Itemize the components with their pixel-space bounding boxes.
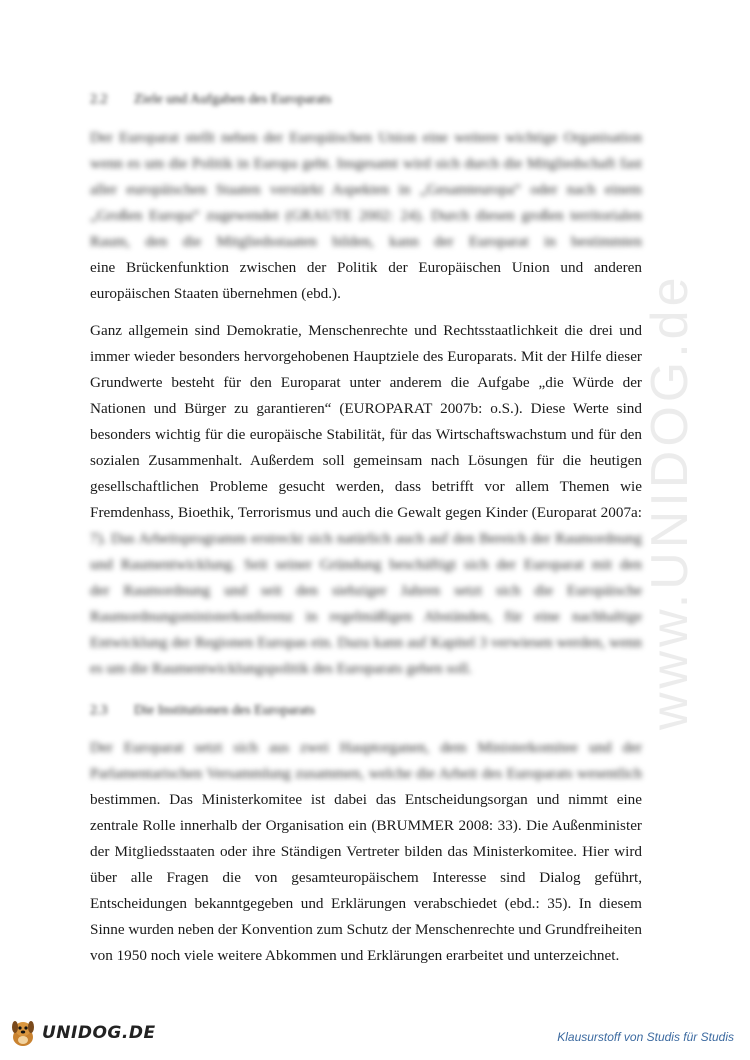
dog-mascot-icon <box>8 1018 38 1048</box>
text-line: der Mitgliedsstaaten oder ihre Ständigen Vertreter bilden das Ministerkomitee. Hier wird <box>90 843 642 860</box>
watermark: www.UNIDOG.de <box>641 273 699 730</box>
text-line: „Großen Europa“ zugewendet (GRAUTE 2002: 24). Durch diesen großen territorialen <box>90 207 642 224</box>
section-heading-2-3 <box>90 703 315 719</box>
text-line: wenn es um die Politik in Europa geht. Insgesamt wird sich durch die Mitgliedschaft fast <box>90 155 642 172</box>
unidog-logo[interactable] <box>8 1018 156 1048</box>
text-line: Der Europarat stellt neben der Europäischen Union eine weitere wichtige Organisation <box>90 129 642 146</box>
text-line: 7). Das Arbeitsprogramm erstreckt sich natürlich auch auf den Bereich der Raumordnung <box>90 530 642 547</box>
footer-tagline: Klausurstoff von Studis für Studis <box>557 1030 734 1044</box>
text-line: sozialen Zusammenhalt. Außerdem soll gemeinsam nach Lösungen für die heutigen <box>90 452 642 469</box>
paragraph-hauptziele <box>90 318 642 682</box>
paragraph-institutionen <box>90 735 642 969</box>
section-title: Die Institutionen des Europarats <box>134 703 315 718</box>
text-line: besonders wichtig für die europäische Stabilität, für das Wirtschaftswachstum und für den <box>90 426 642 443</box>
text-line: Raumordnungsministerkonferenz in regelmäßigen Abständen, für eine nachhaltige <box>90 608 642 625</box>
text-line: Entscheidungen bekanntgegeben und Erklärungen verabschiedet (ebd.: 35). In diesem <box>90 895 642 912</box>
text-line: gesellschaftlichen Probleme gesucht werden, dass betrifft vor allem Themen wie <box>90 478 642 495</box>
text-line: europäischen Staaten übernehmen (ebd.). <box>90 285 341 302</box>
text-line: Parlamentarischen Versammlung zusammen, welche die Arbeit des Europarats wesentlich <box>90 765 642 782</box>
text-line: Entwicklung der Regionen Europas ein. Dazu kann auf Kapitel 3 verwiesen werden, wenn <box>90 634 642 651</box>
text-line: es um die Raumentwicklungspolitik des Europarats gehen soll. <box>90 660 473 677</box>
text-line: bestimmen. Das Ministerkomitee ist dabei das Entscheidungsorgan und nimmt eine <box>90 791 642 808</box>
text-line: von 1950 noch viele weitere Abkommen und Erklärungen erarbeitet und unterzeichnet. <box>90 947 620 964</box>
text-line: eine Brückenfunktion zwischen der Politik der Europäischen Union und anderen <box>90 259 642 276</box>
text-line: Ganz allgemein sind Demokratie, Menschenrechte und Rechtsstaatlichkeit die drei und <box>90 322 642 339</box>
text-line: und Raumentwicklung. Seit seiner Gründung beschäftigt sich der Europarat mit den <box>90 556 642 573</box>
text-line: Der Europarat setzt sich aus zwei Hauptorganen, dem Ministerkomitee und der <box>90 739 642 756</box>
text-line: Grundwerte besteht für den Europarat unter anderem die Aufgabe „die Würde der <box>90 374 642 391</box>
text-line: Fremdenhass, Bioethik, Terrorismus und auch die Gewalt gegen Kinder (Europarat 2007a: <box>90 504 642 521</box>
section-heading-2-2 <box>90 92 332 108</box>
text-line: über alle Fragen die von gesamteuropäischem Interesse sind Dialog geführt, <box>90 869 642 886</box>
text-line: immer wieder besonders hervorgehobenen Hauptziele des Europarats. Mit der Hilfe dieser <box>90 348 642 365</box>
text-line: Sinne wurden neben der Konvention zum Schutz der Menschenrechte und Grundfreiheiten <box>90 921 642 938</box>
section-number: 2.2 <box>90 92 108 107</box>
text-line: der Raumordnung und seit den siebziger Jahren setzt sich die Europäische <box>90 582 642 599</box>
text-line: Nationen und Bürger zu garantieren“ (EUROPARAT 2007b: o.S.). Diese Werte sind <box>90 400 642 417</box>
section-title: Ziele und Aufgaben des Europarats <box>134 92 332 107</box>
text-line: zentrale Rolle innerhalb der Organisation ein (BRUMMER 2008: 33). Die Außenminister <box>90 817 642 834</box>
text-line: aller europäischen Staaten verstärkt Aspekten in „Gesamteuropa“ oder nach einem <box>90 181 642 198</box>
logo-text: UNIDOG.DE <box>42 1023 156 1043</box>
text-line: Raum, den die Mitgliedsstaaten bilden, kann der Europarat in bestimmten <box>90 233 642 250</box>
section-number: 2.3 <box>90 703 108 718</box>
paragraph-europarat-intro <box>90 125 642 307</box>
